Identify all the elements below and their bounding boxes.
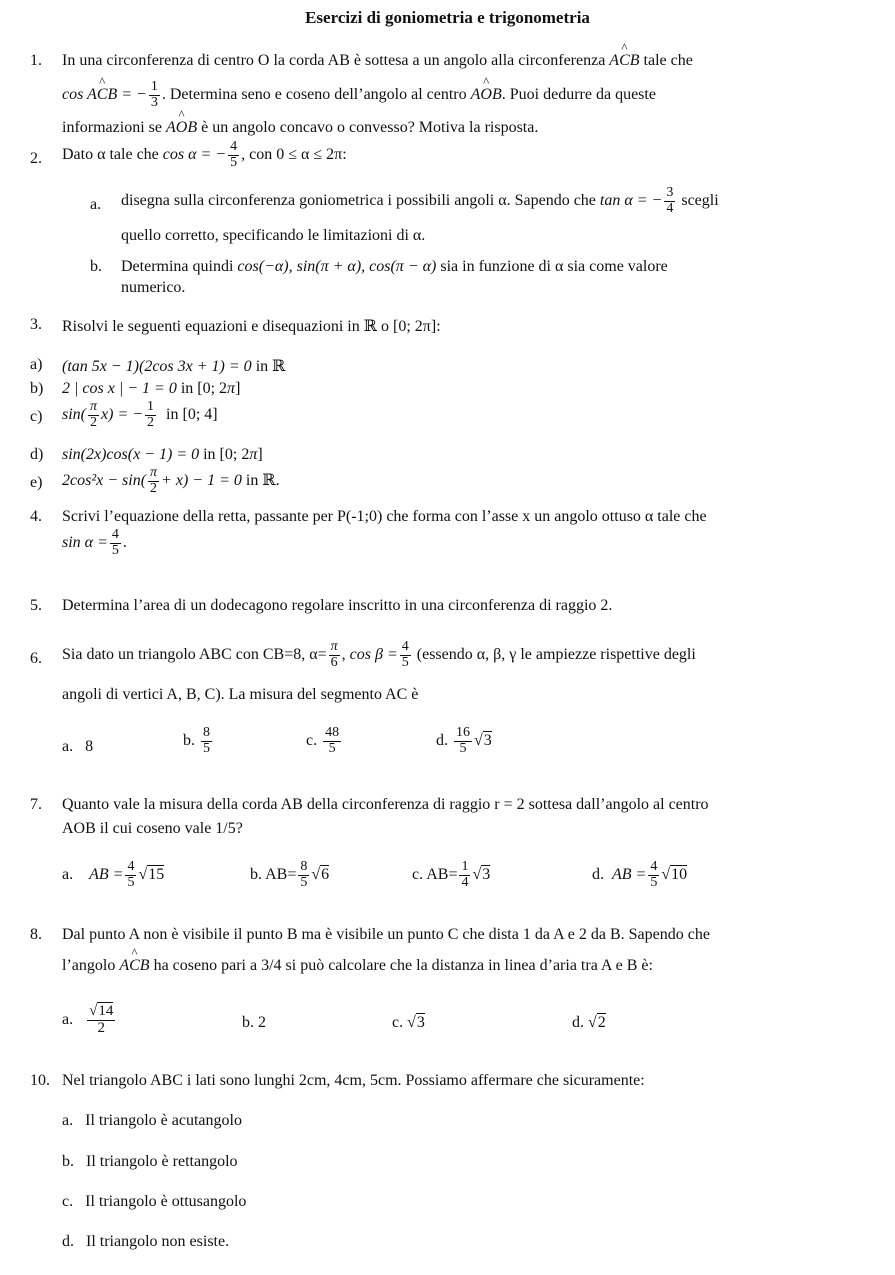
q3e-equation: 2cos²x − sin( $\frac{\pi}{2}$ + x) − 1 = 0 in ℝ. bbox=[62, 465, 280, 496]
q3a-letter: a) bbox=[30, 356, 43, 373]
q10-option-d: d. Il triangolo non esiste. bbox=[62, 1233, 230, 1250]
q2-number: 2. bbox=[30, 150, 42, 167]
q10-option-c: c. Il triangolo è ottusangolo bbox=[62, 1193, 247, 1210]
q8-option-a: a. $\frac{√14}{2}$ bbox=[62, 1003, 114, 1036]
q3-text: Risolvi le seguenti equazioni e disequazioni in ℝ o [0; 2π]: bbox=[62, 318, 441, 335]
q1-text-6: è un angolo concavo o convesso? Motiva la risposta. bbox=[201, 119, 539, 136]
q4-text: Scrivi l’equazione della retta, passante per P(-1;0) che forma con l’asse x un angolo ottuso α tale che bbox=[62, 508, 707, 525]
q8-line1: Dal punto A non è visibile il punto B ma è visibile un punto C che dista 1 da A e 2 da B. Sapendo che bbox=[62, 926, 710, 943]
q5-text: Determina l’area di un dodecagono regolare inscritto in una circonferenza di raggio 2. bbox=[62, 597, 613, 614]
q3b-equation: 2 | cos x | − 1 = 0 in [0; 2π] bbox=[62, 380, 241, 397]
q7-option-c: c. AB= $\frac{1}{4}$ √3 bbox=[412, 859, 491, 890]
q1-text-3: . Determina seno e coseno dell’angolo al centro bbox=[161, 85, 467, 103]
q10-text: Nel triangolo ABC i lati sono lunghi 2cm, 4cm, 5cm. Possiamo affermare che sicuramente: bbox=[62, 1072, 645, 1089]
q3d-equation: sin(2x)cos(x − 1) = 0 in [0; 2π] bbox=[62, 446, 263, 463]
q2a-line2: quello corretto, specificando le limitazioni di α. bbox=[121, 227, 426, 244]
q4-formula: sin α = $\frac{4}{5}$ . bbox=[62, 527, 127, 558]
q2b-letter: b. bbox=[90, 258, 102, 275]
q6-option-b: b. $\frac{8}{5}$ bbox=[183, 725, 210, 756]
q2a-text-2: scegli bbox=[681, 191, 719, 209]
q10-option-a: a. Il triangolo è acutangolo bbox=[62, 1112, 242, 1129]
q3-number: 3. bbox=[30, 316, 42, 333]
q1-angle-acb: A^ CB bbox=[609, 52, 639, 69]
q6-line2: angoli di vertici A, B, C). La misura del segmento AC è bbox=[62, 686, 419, 703]
q2-fraction: $\frac{4}{5}$ bbox=[230, 139, 238, 170]
q2b-line2: numerico. bbox=[121, 279, 186, 296]
q3c-equation: sin( $\frac{\pi}{2}$ x) = − $\frac{1}{2}$ in [0; 4] bbox=[62, 399, 218, 430]
q2-cond: , con 0 ≤ α ≤ 2π: bbox=[241, 145, 347, 163]
q1-number: 1. bbox=[30, 52, 42, 69]
q5-number: 5. bbox=[30, 597, 42, 614]
q8-number: 8. bbox=[30, 926, 42, 943]
q2-line1 bbox=[62, 140, 347, 170]
q2a-text-1: disegna sulla circonferenza goniometrica i possibili angoli α. Sapendo che bbox=[121, 191, 596, 209]
q8-angle-acb: A^ CB bbox=[119, 957, 149, 974]
q1-text-4: . Puoi dedurre da queste bbox=[501, 85, 656, 103]
q6-option-d: d. $\frac{16}{5}$ √3 bbox=[436, 725, 492, 756]
q7-line1: Quanto vale la misura della corda AB della circonferenza di raggio r = 2 sottesa dall’angolo al centro bbox=[62, 796, 709, 813]
q1-formula-cos: cos A^ CB = − bbox=[62, 86, 147, 103]
q1-angle-aob: A^ OB bbox=[471, 86, 502, 103]
q1-fraction: $\frac{1}{3}$ bbox=[150, 79, 158, 110]
q1-text-1: In una circonferenza di centro O la corda AB è sottesa a un angolo alla circonferenza bbox=[62, 52, 606, 69]
q1-text-5: informazioni se bbox=[62, 119, 162, 136]
q2-intro: Dato α tale che bbox=[62, 145, 159, 163]
q10-number: 10. bbox=[30, 1072, 50, 1089]
q7-number: 7. bbox=[30, 796, 42, 813]
q6-line1: Sia dato un triangolo ABC con CB=8, α= $\frac{\pi}{6}$ , cos β = $\frac{4}{5}$ (essendo α, β, γ le ampiezze rispettive degli bbox=[62, 639, 696, 670]
q2a-line1 bbox=[121, 186, 719, 216]
q6-text-2: (essendo α, β, γ le ampiezze rispettive degli bbox=[416, 645, 696, 663]
q3d-letter: d) bbox=[30, 446, 44, 463]
q7-line2: AOB il cui coseno vale 1/5? bbox=[62, 820, 243, 837]
q2b-text-2: sia in funzione di α sia come valore bbox=[440, 258, 668, 275]
page-title: Esercizi di goniometria e trigonometria bbox=[305, 8, 590, 27]
q10-option-b: b. Il triangolo è rettangolo bbox=[62, 1153, 238, 1170]
q2a-formula: tan α = − bbox=[599, 191, 663, 209]
q3c-letter: c) bbox=[30, 408, 43, 425]
q2b-line1 bbox=[121, 258, 668, 276]
q1-line2 bbox=[62, 80, 656, 110]
q7-option-b: b. AB= $\frac{8}{5}$ √6 bbox=[250, 859, 330, 890]
q3e-letter: e) bbox=[30, 474, 43, 491]
q2a-letter: a. bbox=[90, 196, 102, 213]
q8-option-d: d. √2 bbox=[572, 1014, 606, 1031]
q6-option-a: a. 8 bbox=[62, 738, 94, 755]
q6-option-c: c. $\frac{48}{5}$ bbox=[306, 725, 340, 756]
q3b-letter: b) bbox=[30, 380, 44, 397]
q8-option-b: b. 2 bbox=[242, 1014, 266, 1031]
q1-line1 bbox=[62, 52, 693, 70]
q2b-formula: cos(−α), sin(π + α), cos(π − α) bbox=[237, 258, 437, 275]
q8-line2 bbox=[62, 957, 653, 975]
q2-formula: cos α = − bbox=[162, 145, 227, 163]
q8-text-1: l’angolo bbox=[62, 957, 116, 974]
q7-option-d: d. AB = $\frac{4}{5}$ √10 bbox=[592, 859, 688, 890]
q4-number: 4. bbox=[30, 508, 42, 525]
q2a-fraction: $\frac{3}{4}$ bbox=[666, 185, 674, 216]
q8-text-2: ha coseno pari a 3/4 si può calcolare che la distanza in linea d’aria tra A e B è: bbox=[153, 957, 653, 974]
q1-angle-aob-2: A^ OB bbox=[166, 119, 197, 136]
q3a-equation: (tan 5x − 1)(2cos 3x + 1) = 0 in ℝ bbox=[62, 358, 286, 375]
q6-number: 6. bbox=[30, 650, 42, 667]
q2b-text-1: Determina quindi bbox=[121, 258, 234, 275]
q1-line3 bbox=[62, 119, 538, 137]
q1-text-2: tale che bbox=[643, 52, 693, 69]
q6-text-1: Sia dato un triangolo ABC con CB=8, α= bbox=[62, 645, 327, 663]
q8-option-c: c. √3 bbox=[392, 1014, 425, 1031]
q7-option-a: a. AB = $\frac{4}{5}$ √15 bbox=[62, 859, 165, 890]
